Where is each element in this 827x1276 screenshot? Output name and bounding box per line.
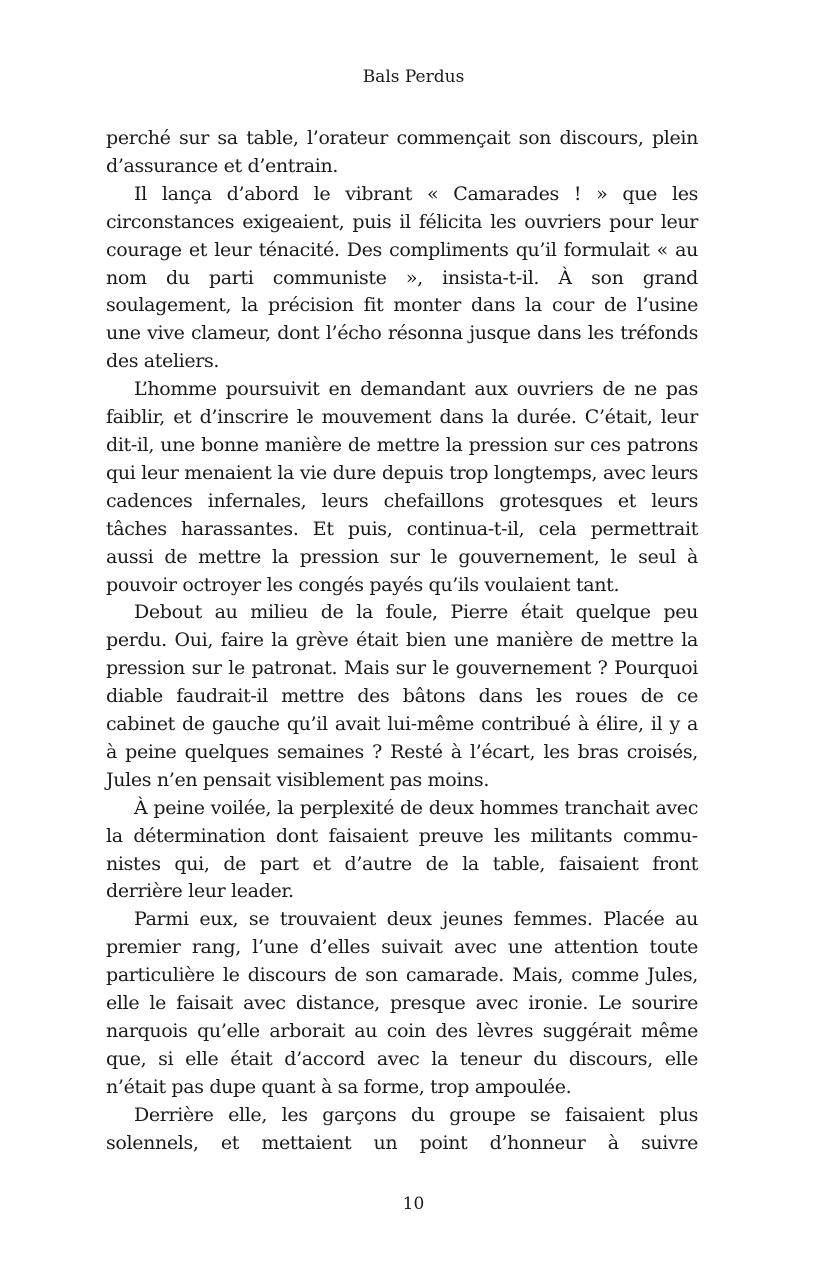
running-header: Bals Perdus	[362, 67, 465, 87]
paragraph-2: Il lança d’abord le vibrant « Camarades ! » que les circonstances exigeaient, puis il félicita les ouvriers pour leur courage et leur ténacité. Des compliments qu’il formulait « au nom du parti communiste », insista-t-il. À son grand soulagement, la précision fit monter dans la cour de l’usine une vive clameur, dont l’écho résonna jusque dans les tréfonds des ateliers.	[106, 182, 698, 373]
paragraph-5: À peine voilée, la perplexité de deux hommes tranchait avec la détermination dont faisaient preuve les militants communistes qui, de part et d’autre de la table, faisaient front derrière leur leader.	[106, 796, 698, 903]
paragraph-1: perché sur sa table, l’orateur commençait son discours, plein d’assurance et d’entrain.	[106, 127, 698, 177]
body-text	[106, 125, 698, 1158]
paragraph-4: Debout au milieu de la foule, Pierre était quelque peu perdu. Oui, faire la grève était bien une manière de mettre la pression sur le patronat. Mais sur le gouvernement ? Pourquoi diable faudrait-il mettre des bâtons dans les roues de ce cabinet de gauche qu’il avait lui-même contribué à élire, il y a à peine quelques semaines ? Resté à l’écart, les bras croisés, Jules n’en pensait visiblement pas moins.	[106, 601, 698, 791]
paragraph-7: Derrière elle, les garçons du groupe se faisaient plus solennels, et mettaient un point d’honneur à suivre	[106, 1103, 698, 1154]
paragraph-6: Parmi eux, se trouvaient deux jeunes femmes. Placée au premier rang, l’une d’elles suivait avec une attention toute particulière le discours de son camarade. Mais, comme Jules, elle le faisait avec distance, presque avec ironie. Le sourire narquois qu’elle arborait au coin des lèvres suggérait même que, si elle était d’accord avec la teneur du discours, elle n’était pas dupe quant à sa forme, trop ampoulée.	[106, 908, 698, 1098]
page-number: 10	[402, 1194, 425, 1214]
paragraph-3: L’homme poursuivit en demandant aux ouvriers de ne pas faiblir, et d’inscrire le mouvement dans la durée. C’était, leur dit-il, une bonne manière de mettre la pression sur ces patrons qui leur menaient la vie dure depuis trop longtemps, avec leurs cadences infernales, leurs chefaillons grotesques et leurs tâches harassantes. Et puis, continua-t-il, cela permettrait aussi de mettre la pression sur le gouvernement, le seul à pouvoir octroyer les congés payés qu’ils voulaient tant.	[106, 378, 698, 596]
